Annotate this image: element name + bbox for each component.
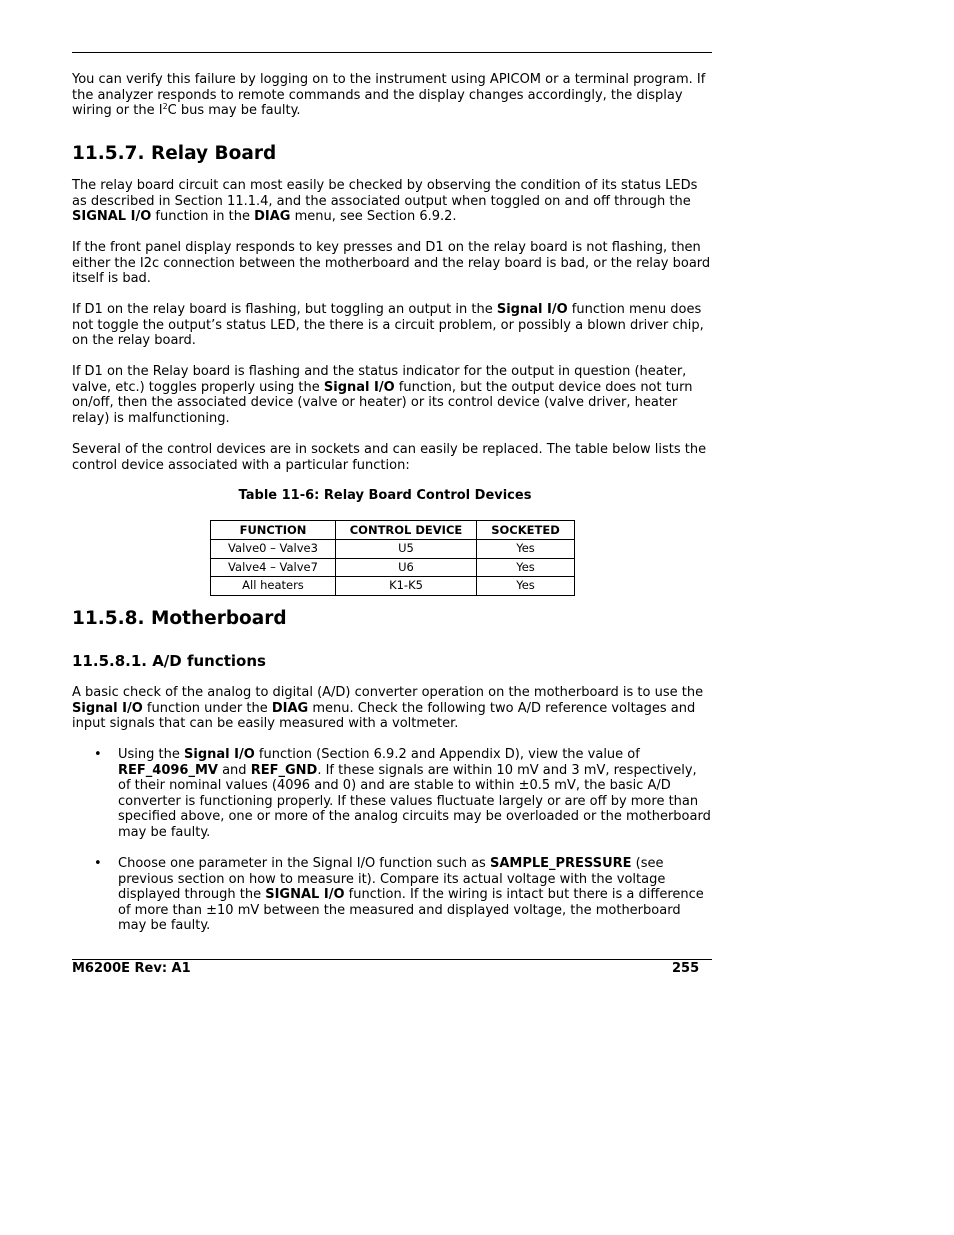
relay-paragraph-3: If D1 on the relay board is flashing, but toggling an output in the Signal I/O function menu does not toggle the output’s status LED, the there is a circuit problem, or possibly a blown driver chip, on the relay board.	[72, 302, 704, 349]
relay-paragraph-4: If D1 on the Relay board is flashing and the status indicator for the output in question (heater, valve, etc.) toggles properly using the Signal I/O function, but the output device does not turn on/off, then the associated device (valve or heater) or its control device (valve driver, heater relay) is malfunctioning.	[72, 364, 693, 426]
relay-paragraph-5: Several of the control devices are in sockets and can easily be replaced. The table below lists the control device associated with a particular function:	[72, 442, 707, 473]
subsection-heading-ad-functions: 11.5.8.1. A/D functions	[72, 652, 266, 670]
table-caption: Table 11-6: Relay Board Control Devices	[238, 488, 532, 503]
intro-text-end: C bus may be faulty.	[167, 103, 301, 119]
table-header-cell: CONTROL DEVICE	[336, 521, 477, 540]
table-cell: All heaters	[211, 577, 336, 596]
list-item: • Using the Signal I/O function (Section 6.9.2 and Appendix D), view the value of REF_4096_MV and REF_GND. If these signals are within 10 mV and 3 mV, respectively, of their nominal values (4096 and 0) and are stable to within ±0.5 mV, the basic A/D converter is functioning properly. If these values fluctuate largely or are off by more than specified above, one or more of the analog circuits may be overloaded or the motherboard may be faulty.	[94, 747, 711, 840]
table-row	[211, 577, 575, 596]
bullet-list	[72, 747, 712, 950]
section-heading-relay-board: 11.5.7. Relay Board	[72, 143, 277, 164]
intro-paragraph	[72, 72, 712, 119]
footer-rule	[72, 959, 712, 960]
superscript: 2	[162, 102, 168, 112]
table-header-cell: FUNCTION	[211, 521, 336, 540]
table-row	[211, 558, 575, 577]
table-cell: K1-K5	[336, 577, 477, 596]
footer-document-id: M6200E Rev: A1	[72, 961, 191, 976]
bullet-icon: •	[94, 856, 102, 872]
relay-control-devices-table	[210, 520, 575, 596]
table-header-row	[211, 521, 575, 540]
bullet-icon: •	[94, 747, 102, 762]
table-cell: U6	[336, 558, 477, 577]
list-item: • Choose one parameter in the Signal I/O function such as SAMPLE_PRESSURE (see previous section on how to measure it). Compare its actual voltage with the voltage displayed through the SIGNAL I/O function. If the wiring is intact but there is a difference of more than ±10 mV between the measured and displayed voltage, the motherboard may be faulty.	[94, 856, 704, 934]
intro-text: You can verify this failure by logging on to the instrument using APICOM or a terminal program. If the analyzer responds to remote commands and the display changes accordingly, the display wiring or the I	[72, 72, 706, 119]
table-cell: Valve0 – Valve3	[211, 540, 336, 559]
table-cell: Yes	[477, 577, 575, 596]
relay-paragraph-2: If the front panel display responds to key presses and D1 on the relay board is not flashing, then either the I2c connection between the motherboard and the relay board is bad, or the relay board itself is bad.	[72, 240, 711, 287]
table-header-cell: SOCKETED	[477, 521, 575, 540]
table-cell: Yes	[477, 558, 575, 577]
motherboard-paragraph-1: A basic check of the analog to digital (A/D) converter operation on the motherboard is to use the Signal I/O function under the DIAG menu. Check the following two A/D reference voltages and input signals that can be easily measured with a voltmeter.	[72, 685, 704, 732]
table-cell: Yes	[477, 540, 575, 559]
header-rule	[72, 52, 712, 53]
table-row	[211, 540, 575, 559]
table-cell: U5	[336, 540, 477, 559]
table-cell: Valve4 – Valve7	[211, 558, 336, 577]
section-heading-motherboard: 11.5.8. Motherboard	[72, 608, 287, 629]
relay-paragraph-1: The relay board circuit can most easily be checked by observing the condition of its status LEDs as described in Section 11.1.4, and the associated output when toggled on and off through the SIGNAL I/O function in the DIAG menu, see Section 6.9.2.	[72, 178, 698, 225]
footer-page-number: 255	[672, 961, 700, 976]
